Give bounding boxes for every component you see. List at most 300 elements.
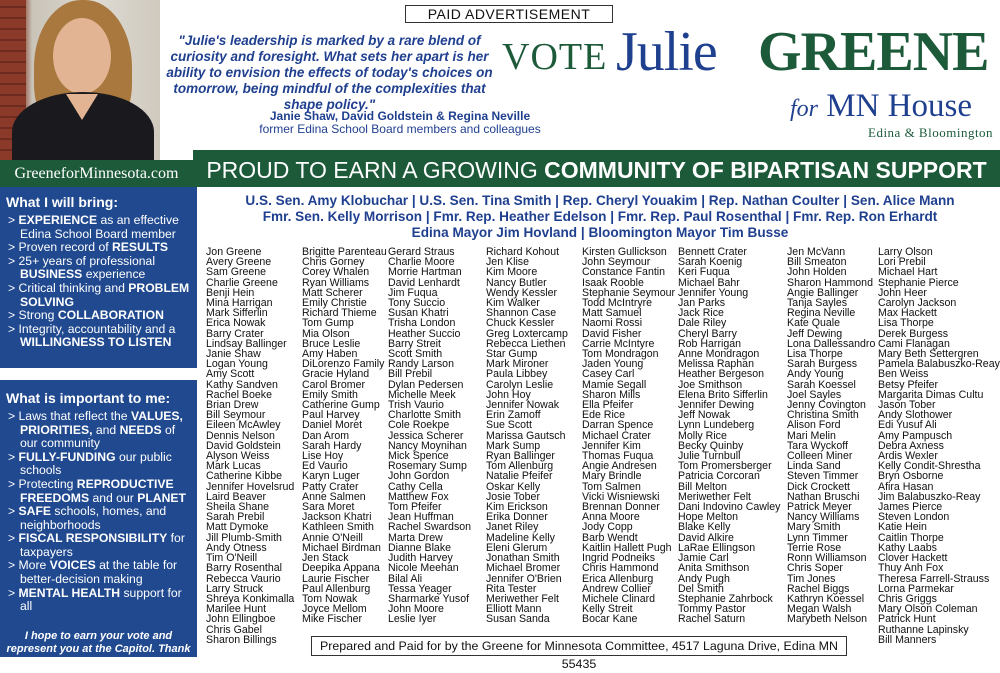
- supporter-name: Keri Fuqua: [678, 266, 730, 279]
- supporter-name: Heather Bergeson: [678, 368, 764, 381]
- paid-advertisement-label: PAID ADVERTISEMENT: [405, 5, 613, 23]
- supporter-name: Joyce Mellom: [302, 603, 367, 616]
- supporter-name: Sharon Billings: [206, 633, 277, 646]
- supporter-name: Clover Hackett: [878, 552, 948, 565]
- supporter-name: Jim Balabuszko-Reay: [878, 490, 981, 503]
- supporter-name: John Heer: [878, 286, 927, 299]
- supporter-name: Chris Gorney: [302, 256, 365, 269]
- supporter-name: Brian Drew: [206, 399, 259, 412]
- supporter-name: Carol Bromer: [302, 378, 365, 391]
- supporter-name: Jill Plumb-Smith: [206, 531, 282, 544]
- supporter-name: Barry Rosenthal: [206, 562, 282, 575]
- sidebar-divider: [0, 368, 197, 380]
- supporter-name: Matt Samuel: [582, 307, 642, 320]
- supporter-name: Christina Smith: [787, 409, 859, 422]
- supporter-name: Thomas Fuqua: [582, 450, 654, 463]
- logo-greene: GREENE: [758, 21, 989, 83]
- supporter-name: Richard Kohout: [486, 246, 560, 258]
- supporter-name: Marissa Gautsch: [486, 429, 566, 442]
- supporter-name: Lynn Lundeberg: [678, 419, 755, 432]
- bullet-emphasis: COLLABORATION: [57, 308, 164, 323]
- supporter-name: Ede Rice: [582, 409, 625, 422]
- sidebar-gap: [4, 350, 193, 368]
- supporter-name: Charlotte Smith: [388, 409, 462, 422]
- supporter-name: Jon Greene: [206, 246, 262, 258]
- supporter-name: Rob Harrigan: [678, 337, 742, 350]
- bullet-emphasis: BUSINESS: [20, 267, 83, 282]
- supporter-name: Kathy Sandven: [206, 378, 278, 391]
- sidebar-bullet: [8, 559, 193, 586]
- supporter-name: Alison Ford: [787, 419, 841, 432]
- supporter-name: Todd McIntryre: [582, 297, 653, 310]
- bullet-text: Critical thinking and: [18, 280, 129, 295]
- supporter-name: Ella Pfeifer: [582, 399, 634, 412]
- supporter-name: Marta Drew: [388, 531, 443, 544]
- supporter-name: Rebecca Liethen: [486, 337, 566, 350]
- supporter-name: Paul Harvey: [302, 409, 360, 422]
- sidebar-bullet: [8, 505, 193, 532]
- supporter-name: Erika Donner: [486, 511, 548, 524]
- bullet-emphasis: REPRODUCTIVE FREEDOMS: [20, 476, 174, 505]
- supporter-name: Kaitlin Hallett Pugh: [582, 541, 672, 554]
- logo-for-mn-house: [790, 88, 972, 125]
- supporter-name: Bill Manners: [878, 633, 937, 646]
- supporter-name: Tara Wyckoff: [787, 439, 848, 452]
- bullet-text: schools, homes, and neighborhoods: [20, 504, 167, 532]
- supporter-name: Mark Mironer: [486, 358, 549, 371]
- supporter-name: Brennan Donner: [582, 501, 660, 514]
- sidebar-bullet: [8, 282, 193, 309]
- supporter-name: Elliott Mann: [486, 603, 542, 616]
- supporter-name: Mark Sifferlin: [206, 307, 268, 320]
- bullet-text: our public schools: [20, 449, 172, 478]
- supporter-name: Kim Walker: [486, 297, 540, 310]
- supporter-name: Sarah Prebil: [206, 511, 265, 524]
- supporter-name: Stephanie Pierce: [878, 276, 959, 289]
- supporter-name: Naomi Rossi: [582, 317, 643, 330]
- bullet-text: for taxpayers: [20, 531, 185, 559]
- supporter-name: Ardis Wexler: [878, 450, 938, 463]
- supporter-name: Nancy Butler: [486, 276, 547, 289]
- supporter-name: Katie Hein: [878, 521, 927, 534]
- supporter-name: Star Gump: [486, 348, 538, 361]
- supporter-name: Judith Harvey: [388, 552, 453, 565]
- supporter-column: [486, 247, 568, 625]
- supporter-name: Kathryn Koessel: [787, 592, 865, 605]
- supporter-name: Matt Scherer: [302, 286, 363, 299]
- supporter-name: Chuck Kessler: [486, 317, 555, 330]
- supporter-name: Mary Brindle: [582, 470, 642, 483]
- bring-list: [8, 214, 193, 350]
- banner-lead: PROUD TO EARN A GROWING: [206, 157, 545, 183]
- supporter-name: Patrick Meyer: [787, 501, 852, 514]
- supporter-name: Elena Brito Sifferlin: [678, 388, 768, 401]
- bullet-text: More: [18, 558, 50, 573]
- supporter-name: Tom Nowak: [302, 592, 358, 605]
- supporter-name: Catherine Kibbe: [206, 470, 282, 483]
- bullet-emphasis: PROBLEM SOLVING: [20, 280, 190, 309]
- bullet-text: and our: [89, 490, 138, 505]
- supporter-name: Andy Otness: [206, 541, 267, 554]
- supporter-name: Jaden Young: [582, 358, 644, 371]
- supporter-name: Melissa Raphan: [678, 358, 754, 371]
- supporter-name: Barb Wendt: [582, 531, 638, 544]
- supporter-name: Bilal Ali: [388, 572, 423, 585]
- supporter-name: Tim O'Neill: [206, 552, 258, 565]
- supporter-name: Rachel Swardson: [388, 521, 472, 534]
- bullet-emphasis: MENTAL HEALTH: [18, 585, 121, 600]
- supporter-name: Charlie Moore: [388, 256, 455, 269]
- supporter-name: Max Hackett: [878, 307, 937, 320]
- supporter-name: Brigitte Parenteau: [302, 246, 387, 258]
- supporter-name: Cami Flanagan: [878, 337, 950, 350]
- supporter-name: Jody Copp: [582, 521, 633, 534]
- sidebar-bullet: [8, 323, 193, 350]
- supporter-name: Ryan Williams: [302, 276, 370, 289]
- bullet-text: of our community: [20, 422, 176, 451]
- supporter-name: Theresa Farrell-Strauss: [878, 572, 990, 585]
- supporter-name: Shannon Case: [486, 307, 557, 320]
- supporter-name: Bryn Osborne: [878, 470, 944, 483]
- supporter-name: Andy Young: [787, 368, 844, 381]
- supporter-name: Mary Smith: [787, 521, 841, 534]
- supporter-name: Janie Shaw: [206, 348, 261, 361]
- supporter-name: Barry Streit: [388, 337, 441, 350]
- bullet-text: Strong: [18, 308, 58, 323]
- supporter-name: Jackson Khatri: [302, 511, 372, 524]
- sidebar-bullet: [8, 214, 193, 241]
- supporter-name: Amy Haben: [302, 348, 358, 361]
- supporter-name: Nancy Williams: [787, 511, 860, 524]
- supporter-name: Patty Crater: [302, 480, 359, 493]
- supporter-name: Kelly Condit-Shrestha: [878, 460, 981, 473]
- supporter-name: Susan Khatri: [388, 307, 449, 320]
- supporter-name: LaRae Ellingson: [678, 541, 756, 554]
- closing-message: I hope to earn your vote and represent you at the Capitol. Thank you. - Julie: [6, 629, 191, 668]
- supporter-name: Bill Melton: [678, 480, 727, 493]
- sidebar-bullet: [8, 532, 193, 559]
- supporter-name: Jack Rice: [678, 307, 724, 320]
- supporter-name: Hope Melton: [678, 511, 739, 524]
- supporter-name: Lynn Timmer: [787, 531, 848, 544]
- supporter-column: [582, 247, 675, 625]
- supporter-name: Anne Salmen: [302, 490, 366, 503]
- supporter-name: John Hoy: [486, 388, 531, 401]
- supporter-name: Joel Sayles: [787, 388, 842, 401]
- logo-district: Edina & Bloomington: [868, 125, 994, 140]
- supporter-name: John Holden: [787, 266, 847, 279]
- supporter-name: Sarah Koessel: [787, 378, 856, 391]
- bullet-emphasis: FISCAL RESPONSIBILITY: [18, 531, 168, 546]
- supporter-name: Mick Spence: [388, 450, 449, 463]
- supporter-name: Michelle Meek: [388, 388, 456, 401]
- supporter-name: Michael Hart: [878, 266, 938, 279]
- supporter-name: Afira Hasan: [878, 480, 934, 493]
- supporter-name: Constance Fantin: [582, 266, 666, 279]
- supporter-name: Michael Birdman: [302, 541, 381, 554]
- supporter-name: Chris Gabel: [206, 623, 262, 636]
- supporter-name: Sheila Shane: [206, 501, 270, 514]
- supporter-name: Charlie Greene: [206, 276, 278, 289]
- supporter-name: Oskar Kelly: [486, 480, 541, 493]
- bullet-emphasis: VOICES: [49, 558, 96, 573]
- supporter-name: Rachel Biggs: [787, 582, 850, 595]
- supporter-name: Tom Gump: [302, 317, 354, 330]
- supporter-name: Ryan Ballinger: [486, 450, 555, 463]
- supporter-name: Patricia Corcoran: [678, 470, 760, 483]
- supporter-column: [678, 247, 780, 625]
- bullet-emphasis: PLANET: [137, 490, 186, 505]
- supporter-name: Carrie McIntyre: [582, 337, 655, 350]
- supporter-name: Lorna Parmekar: [878, 582, 954, 595]
- supporter-name: Heather Succio: [388, 327, 461, 340]
- supporter-name: Dick Crockett: [787, 480, 850, 493]
- supporter-name: Jennifer Young: [678, 286, 749, 299]
- bullet-text: support for all: [20, 585, 182, 614]
- important-list: [8, 410, 193, 614]
- supporter-name: Erica Allenburg: [582, 572, 654, 585]
- supporter-name: Andy Pugh: [678, 572, 730, 585]
- supporter-name: Kim Erickson: [486, 501, 548, 514]
- supporter-name: Trish Vaurio: [388, 399, 444, 412]
- supporter-name: Janet Riley: [486, 521, 539, 534]
- supporter-name: Cathy Cella: [388, 480, 443, 493]
- supporter-name: Kathleen Smith: [302, 521, 374, 534]
- supporter-name: Bill Smeaton: [787, 256, 847, 269]
- sidebar: [0, 187, 197, 668]
- supporter-name: Emily Smith: [302, 388, 358, 401]
- supporter-name: John Seymour: [582, 256, 651, 269]
- bullet-text: Proven record of: [18, 240, 112, 255]
- supporter-name: Mia Olson: [302, 327, 350, 340]
- bullet-emphasis: FULLY-FUNDING: [18, 449, 116, 464]
- supporter-name: Nancy Moynihan: [388, 439, 467, 452]
- supporter-name: Sam Greene: [206, 266, 267, 279]
- supporter-name: Cole Roekpe: [388, 419, 450, 432]
- supporter-name: Edi Yusuf Ali: [878, 419, 937, 432]
- supporter-name: Benji Hein: [206, 286, 255, 299]
- supporter-name: Sarah Koenig: [678, 256, 743, 269]
- supporter-name: Stephanie Seymour: [582, 286, 676, 299]
- logo-for: for: [790, 96, 819, 122]
- supporter-name: Eileen McAwley: [206, 419, 281, 432]
- supporter-name: Mike Fischer: [302, 613, 363, 626]
- supporter-name: Chris Griggs: [878, 592, 937, 605]
- supporter-name: Catherine Gump: [302, 399, 380, 412]
- sidebar-bullet: [8, 309, 193, 323]
- supporter-name: Patrick Hunt: [878, 613, 936, 626]
- supporter-name: Greg Loxtercamp: [486, 327, 568, 340]
- supporter-name: Barry Crater: [206, 327, 264, 340]
- supporter-name: Becky Quinby: [678, 439, 744, 452]
- supporter-name: Bill Seymour: [206, 409, 266, 422]
- bullet-text: as an effective Edina School Board member: [20, 213, 179, 241]
- supporter-name: Marybeth Nelson: [787, 613, 868, 626]
- supporter-name: Jan Parks: [678, 297, 726, 310]
- supporter-name: Rita Tester: [486, 582, 537, 595]
- supporter-name: Jeff Dewing: [787, 327, 843, 340]
- supporter-name: Darran Spence: [582, 419, 654, 432]
- supporter-name: Steven London: [878, 511, 950, 524]
- support-line: U.S. Sen. Amy Klobuchar | U.S. Sen. Tina Smith | Rep. Cheryl Youakim | Rep. Nathan Coulter | Sen. Alice Mann: [245, 193, 955, 208]
- supporter-name: James Pierce: [878, 501, 943, 514]
- supporter-name: Gracie Hyland: [302, 368, 370, 381]
- supporter-name: Amy Pampusch: [878, 429, 953, 442]
- supporter-name: Sharon Mills: [582, 388, 641, 401]
- sidebar-bullet: [8, 587, 193, 614]
- supporter-name: Ingrid Podneiks: [582, 552, 656, 565]
- supporter-name: David Fisher: [582, 327, 642, 340]
- candidate-photo: [0, 0, 160, 160]
- supporter-name: Mary Beth Settergren: [878, 348, 979, 361]
- supporter-name: Tom Allenburg: [486, 460, 554, 473]
- supporter-name: Kim Moore: [486, 266, 538, 279]
- bring-title: What I will bring:: [6, 194, 118, 210]
- supporter-name: Jennifer Dewing: [678, 399, 754, 412]
- supporter-name: Vicki Wisniewski: [582, 490, 660, 503]
- supporter-name: Meriwether Felt: [678, 490, 751, 503]
- quote-attribution-role: former Edina School Board members and colleagues: [259, 122, 541, 136]
- supporter-name: Anne Mondragon: [678, 348, 760, 361]
- supporter-name: Trisha London: [388, 317, 456, 330]
- quote-attribution-names: Janie Shaw, David Goldstein & Regina Neville: [269, 109, 531, 123]
- supporter-name: Kathy Laabs: [878, 541, 937, 554]
- supporter-name: Debra Axness: [878, 439, 944, 452]
- supporter-name: Alyson Weiss: [206, 450, 270, 463]
- supporter-name: Kirsten Gullickson: [582, 246, 667, 258]
- sidebar-bullet: [8, 241, 193, 255]
- supporter-name: Joe Smithson: [678, 378, 743, 391]
- supporter-column: [388, 247, 471, 625]
- supporter-name: John Ellingboe: [206, 613, 276, 626]
- supporter-name: Jen Klise: [486, 256, 529, 269]
- supporter-name: Eleni Glerum: [486, 541, 548, 554]
- logo-julie: Julie: [616, 21, 717, 83]
- supporter-name: Michael Bahr: [678, 276, 740, 289]
- supporter-name: Corey Whalen: [302, 266, 370, 279]
- supporter-name: Angie Ballinger: [787, 286, 859, 299]
- website-link[interactable]: GreeneforMinnesota.com: [0, 160, 193, 187]
- supporter-name: Mina Harrigan: [206, 297, 273, 310]
- important-title: What is important to me:: [6, 389, 171, 406]
- supporter-name: Paula Libbey: [486, 368, 548, 381]
- supporter-name: John Gordon: [388, 470, 450, 483]
- bullet-text: Protecting: [18, 476, 77, 491]
- bullet-emphasis: WILLINGNESS TO LISTEN: [20, 335, 172, 350]
- supporter-columns: [206, 246, 1000, 646]
- supporter-name: Tom Mondragon: [582, 348, 659, 361]
- supporter-name: Karyn Luger: [302, 470, 360, 483]
- supporter-name: Tessa Yeager: [388, 582, 452, 595]
- supporter-name: Michael Crater: [582, 429, 651, 442]
- supporter-name: Wendy Kessler: [486, 286, 558, 299]
- supporter-name: Caitlin Thorpe: [878, 531, 944, 544]
- bullet-text: Integrity, accountability and a: [18, 321, 176, 336]
- supporter-name: Lona Dallessandro: [787, 337, 876, 350]
- supporter-name: Erica Nowak: [206, 317, 266, 330]
- supporter-name: Jen Stack: [302, 552, 349, 565]
- supporter-name: David Lenhardt: [388, 276, 460, 289]
- supporter-name: John Moore: [388, 603, 444, 616]
- supporter-name: Bennett Crater: [678, 246, 747, 258]
- supporter-name: Jeff Nowak: [678, 409, 731, 422]
- supporter-name: Meriwether Felt: [486, 592, 559, 605]
- supporter-name: Carolyn Jackson: [878, 297, 957, 310]
- bullet-emphasis: NEEDS: [119, 422, 162, 437]
- sidebar-bullet: [8, 451, 193, 478]
- supporter-name: Sharon Hammond: [787, 276, 873, 289]
- supporter-name: Lisa Thorpe: [878, 317, 934, 330]
- supporter-name: Tony Succio: [388, 297, 446, 310]
- sidebar-bullet: [8, 478, 193, 505]
- supporter-name: Tom Salmen: [582, 480, 641, 493]
- banner-emphasis: COMMUNITY OF BIPARTISAN SUPPORT: [544, 157, 987, 183]
- supporter-name: Jamie Carl: [678, 552, 729, 565]
- supporter-name: Regina Neville: [787, 307, 856, 320]
- bullet-emphasis: VALUES, PRIORITIES,: [20, 408, 183, 437]
- supporter-name: Ronn Williamson: [787, 552, 867, 565]
- supporter-name: Jennifer Kim: [582, 439, 641, 452]
- supporter-name: Anna Moore: [582, 511, 640, 524]
- supporter-name: Annie O'Neill: [302, 531, 363, 544]
- supporter-name: Molly Rice: [678, 429, 727, 442]
- supporter-name: Natalie Pfeifer: [486, 470, 553, 483]
- supporter-name: Tanja Sayles: [787, 297, 848, 310]
- sidebar-bullet: [8, 255, 193, 282]
- bullet-emphasis: EXPERIENCE: [18, 213, 98, 227]
- supporter-name: Deepika Appana: [302, 562, 380, 575]
- supporter-name: Kelly Streit: [582, 603, 633, 616]
- supporter-name: Blake Kelly: [678, 521, 731, 534]
- supporter-name: Mary Olson Coleman: [878, 603, 978, 616]
- supporter-name: Bruce Leslie: [302, 337, 361, 350]
- supporter-name: Nicole Meehan: [388, 562, 459, 575]
- supporter-name: Emily Christie: [302, 297, 367, 310]
- supporter-name: Sarah Burgess: [787, 358, 858, 371]
- supporter-name: Michele Clinard: [582, 592, 656, 605]
- supporter-name: Leslie Iyer: [388, 613, 437, 626]
- supporter-name: Rebecca Vaurio: [206, 572, 281, 585]
- supporter-name: Ed Vaurio: [302, 460, 348, 473]
- supporter-name: Dianne Blake: [388, 541, 452, 554]
- supporter-name: Betsy Pfeifer: [878, 378, 939, 391]
- supporter-name: Matt Dymoke: [206, 521, 269, 534]
- supporter-name: Josie Tober: [486, 490, 540, 503]
- supporter-name: Kate Quale: [787, 317, 841, 330]
- sidebar-bullet: [8, 410, 193, 451]
- supporter-name: Margarita Dimas Cultu: [878, 388, 984, 401]
- supporter-name: Dan Arom: [302, 429, 350, 442]
- logo-vote: VOTE: [502, 36, 608, 78]
- supporter-name: Lindsay Ballinger: [206, 337, 287, 350]
- photo-face: [53, 18, 111, 94]
- supporter-name: Lori Prebil: [878, 256, 926, 269]
- supporter-column: [206, 247, 294, 645]
- supporter-name: Jenny Covington: [787, 399, 866, 412]
- supporter-name: Anita Smithson: [678, 562, 750, 575]
- supporter-name: Stephanie Zahrbock: [678, 592, 773, 605]
- supporter-name: Erin Zamoff: [486, 409, 541, 422]
- supporter-name: Andy Slothower: [878, 409, 953, 422]
- supporter-name: Laird Beaver: [206, 490, 267, 503]
- supporter-name: Tom Promersberger: [678, 460, 772, 473]
- supporter-name: Scott Smith: [388, 348, 443, 361]
- supporter-name: Susan Sanda: [486, 613, 550, 626]
- supporter-name: Jennifer Hovelsrud: [206, 480, 295, 493]
- bullet-text: Laws that reflect the: [18, 408, 131, 423]
- supporter-name: DiLorenzo Family: [302, 358, 385, 371]
- supporter-name: David Alkire: [678, 531, 734, 544]
